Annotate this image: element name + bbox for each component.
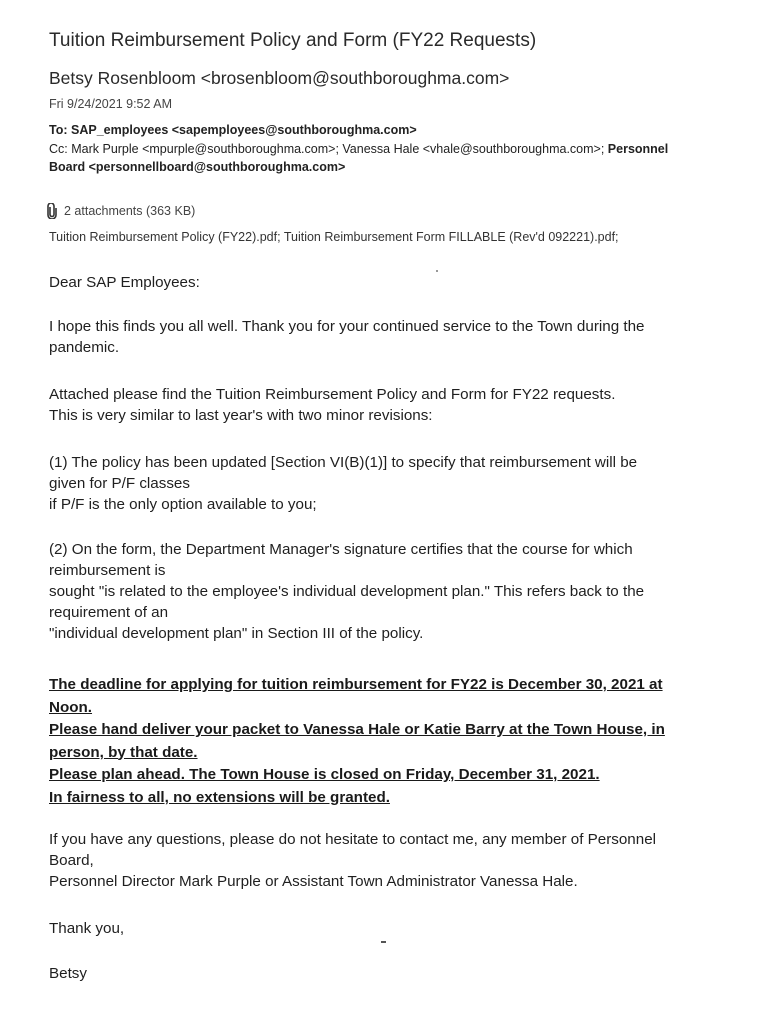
paragraph-1	[49, 316, 739, 358]
closing: Thank you,	[49, 920, 125, 937]
email-sender[interactable]: Betsy Rosenbloom <brosenbloom@southboroughma.com>	[49, 68, 510, 88]
text-line: (1) The policy has been updated [Section VI(B)(1)] to specify that reimbursement will be	[49, 454, 638, 471]
text-line: Personnel Director Mark Purple or Assistant Town Administrator Vanessa Hale.	[49, 873, 578, 890]
text-line: Board,	[49, 852, 94, 869]
cc-recipients[interactable]: Mark Purple <mpurple@southboroughma.com>; Vanessa Hale <vhale@southboroughma.com>;	[71, 142, 605, 156]
scan-speck	[381, 941, 386, 943]
text-line: The deadline for applying for tuition reimbursement for FY22 is December 30, 2021 at	[49, 676, 663, 693]
text-line: If you have any questions, please do not hesitate to contact me, any member of Personnel	[49, 831, 657, 848]
deadline-notice	[49, 674, 739, 809]
text-line: requirement of an	[49, 604, 169, 621]
scan-speck	[436, 270, 438, 272]
text-line: if P/F is the only option available to you;	[49, 496, 317, 513]
email-date: Fri 9/24/2021 9:52 AM	[49, 97, 172, 111]
text-line: reimbursement is	[49, 562, 166, 579]
text-line: In fairness to all, no extensions will be granted.	[49, 788, 390, 806]
to-recipients[interactable]: SAP_employees <sapemployees@southboroughma.com>	[71, 123, 417, 137]
text-line: given for P/F classes	[49, 475, 190, 492]
text-line: Attached please find the Tuition Reimbursement Policy and Form for FY22 requests.	[49, 386, 616, 403]
paragraph-4	[49, 539, 739, 644]
text-line: Please plan ahead. The Town House is closed on Friday, December 31, 2021.	[49, 766, 600, 783]
text-line: Noon.	[49, 698, 93, 716]
attachments-count: 2 attachments (363 KB)	[64, 204, 196, 218]
paragraph-3	[49, 452, 739, 515]
attachment-file-list[interactable]: Tuition Reimbursement Policy (FY22).pdf; Tuition Reimbursement Form FILLABLE (Rev'd 092221).pdf;	[49, 230, 619, 244]
paragraph-5	[49, 829, 739, 892]
to-label: To:	[49, 123, 68, 137]
cc-recipients-continued[interactable]: Board <personnellboard@southboroughma.com>	[49, 160, 346, 174]
signature: Betsy	[49, 965, 87, 982]
text-line: sought "is related to the employee's individual development plan." This refers back to the	[49, 583, 645, 600]
cc-recipients-bold[interactable]: Personnel	[607, 142, 669, 156]
text-line: (2) On the form, the Department Manager's signature certifies that the course for which	[49, 541, 633, 558]
email-subject: Tuition Reimbursement Policy and Form (FY22 Requests)	[49, 30, 537, 51]
text-line: pandemic.	[49, 339, 120, 356]
cc-label: Cc:	[49, 142, 68, 156]
text-line: person, by that date.	[49, 743, 198, 761]
attachments-summary[interactable]	[47, 203, 195, 219]
text-line: "individual development plan" in Section III of the policy.	[49, 625, 424, 642]
greeting: Dear SAP Employees:	[49, 274, 200, 291]
paragraph-2	[49, 384, 739, 426]
paperclip-icon	[47, 203, 57, 219]
text-line: This is very similar to last year's with two minor revisions:	[49, 407, 433, 424]
text-line: Please hand deliver your packet to Vanessa Hale or Katie Barry at the Town House, in	[49, 721, 665, 738]
cc-recipients-line	[49, 142, 668, 156]
to-recipients-line	[49, 123, 417, 137]
text-line: I hope this finds you all well. Thank you for your continued service to the Town during the	[49, 318, 645, 335]
